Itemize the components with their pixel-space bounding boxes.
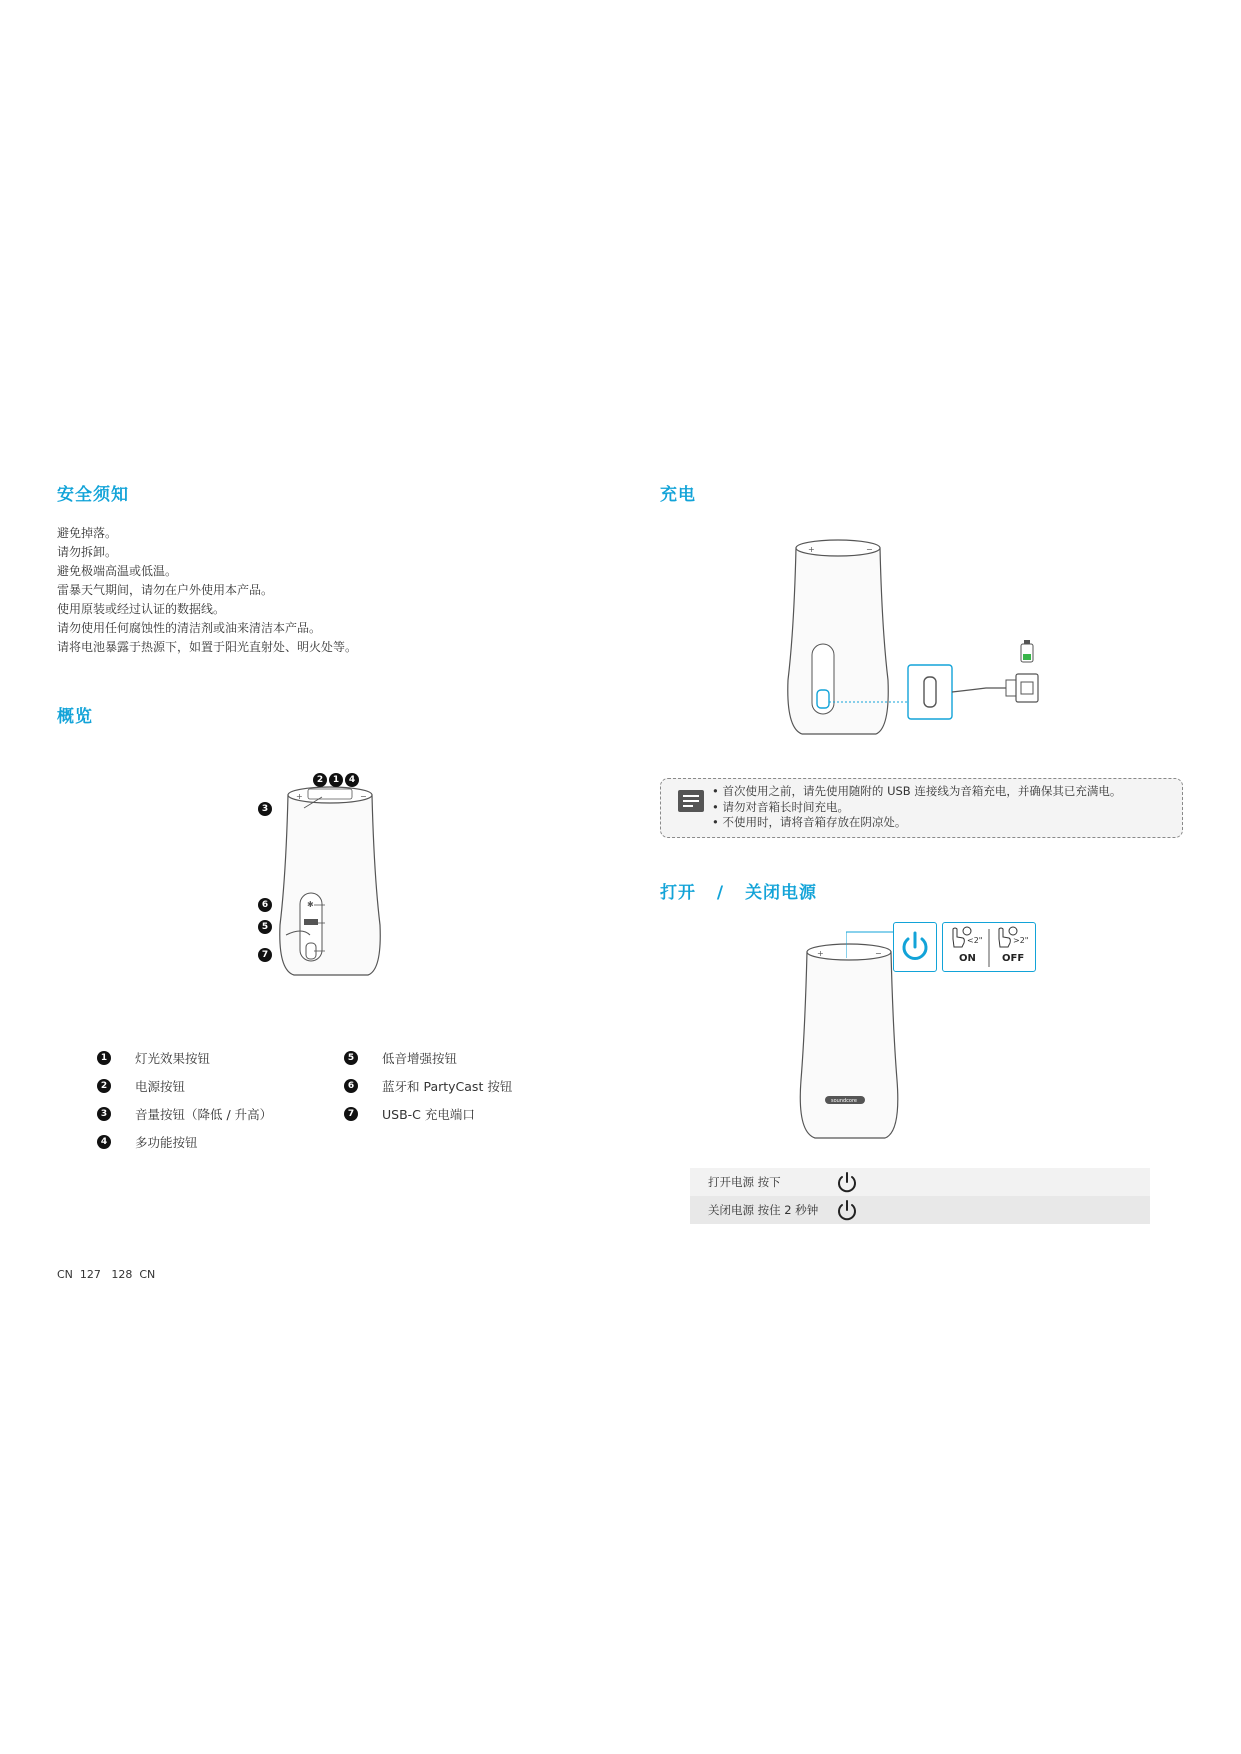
svg-text:+: + [808, 545, 815, 554]
note-line: • 首次使用之前，请先使用随附的 USB 连接线为音箱充电，并确保其已充满电。 [712, 784, 1122, 798]
callout-3: 3 [258, 802, 272, 816]
note-line: • 不使用时，请将音箱存放在阴凉处。 [712, 815, 907, 829]
callout-7: 7 [258, 948, 272, 962]
power-title [660, 878, 817, 903]
power-on-row [690, 1168, 1150, 1196]
legend-number: 6 [344, 1079, 358, 1093]
power-icon [836, 1199, 858, 1221]
brand-mark: soundcore [831, 1098, 858, 1104]
power-button-callout [893, 922, 937, 972]
safety-title: 安全须知 [57, 485, 129, 505]
off-duration: >2" [1013, 936, 1029, 945]
note-icon [678, 790, 704, 812]
power-off-label: 关闭电源 按住 2 秒钟 [708, 1203, 819, 1217]
safety-item: 避免掉落。 [57, 526, 118, 540]
legend-number: 2 [97, 1079, 111, 1093]
svg-text:+: + [817, 949, 824, 958]
power-icon [894, 923, 936, 971]
safety-item: 请勿使用任何腐蚀性的清洁剂或油来清洁本产品。 [57, 621, 322, 635]
legend-label: 音量按钮（降低 / 升高） [135, 1107, 273, 1122]
charging-notes [712, 784, 1121, 831]
legend-label: 蓝牙和 PartyCast 按钮 [382, 1079, 513, 1094]
legend-label: 多功能按钮 [135, 1135, 198, 1150]
legend-number: 5 [344, 1051, 358, 1065]
callout-4: 4 [345, 773, 359, 787]
safety-item: 请勿拆卸。 [57, 545, 118, 559]
legend-item [344, 1049, 457, 1067]
svg-text:✱: ✱ [307, 900, 314, 909]
legend-item [97, 1105, 272, 1123]
legend-item [344, 1077, 512, 1095]
power-callout-line [846, 930, 896, 960]
safety-item: 请将电池暴露于热源下，如置于阳光直射处、明火处等。 [57, 640, 358, 654]
legend-item [97, 1077, 185, 1095]
legend-number: 4 [97, 1135, 111, 1149]
note-line: • 请勿对音箱长时间充电。 [712, 799, 849, 814]
power-title-off: 关闭电源 [745, 883, 818, 903]
off-label: OFF [1002, 953, 1025, 964]
power-title-separator: / [716, 883, 725, 903]
charging-title: 充电 [660, 485, 696, 505]
legend-label: USB-C 充电端口 [382, 1107, 475, 1122]
safety-item: 使用原装或经过认证的数据线。 [57, 602, 226, 616]
callout-1: 1 [329, 773, 343, 787]
power-icon [836, 1171, 858, 1193]
callout-2: 2 [313, 773, 327, 787]
safety-list [57, 524, 357, 657]
legend-number: 1 [97, 1051, 111, 1065]
legend-item [97, 1049, 210, 1067]
page-footer: CN 127 128 CN [57, 1268, 156, 1281]
legend-label: 低音增强按钮 [382, 1051, 458, 1066]
svg-text:−: − [360, 792, 367, 801]
on-duration: <2" [967, 936, 983, 945]
svg-text:−: − [866, 545, 873, 554]
power-title-on: 打开 [660, 883, 696, 903]
power-on-label: 打开电源 按下 [708, 1175, 781, 1189]
on-off-timing-box [942, 922, 1036, 972]
svg-text:−: − [875, 949, 882, 958]
callout-6: 6 [258, 898, 272, 912]
legend-label: 电源按钮 [135, 1079, 186, 1094]
safety-item: 避免极端高温或低温。 [57, 564, 178, 578]
legend-item [97, 1133, 198, 1151]
legend-number: 7 [344, 1107, 358, 1121]
legend-number: 3 [97, 1107, 111, 1121]
legend-label: 灯光效果按钮 [135, 1051, 211, 1066]
legend-item [344, 1105, 475, 1123]
callout-5: 5 [258, 920, 272, 934]
safety-item: 雷暴天气期间，请勿在户外使用本产品。 [57, 583, 274, 597]
speaker-overview-illustration [250, 765, 410, 995]
overview-title: 概览 [57, 707, 93, 727]
charging-illustration [780, 530, 1060, 740]
power-off-row [690, 1196, 1150, 1224]
on-label: ON [959, 953, 976, 964]
svg-text:+: + [296, 792, 303, 801]
